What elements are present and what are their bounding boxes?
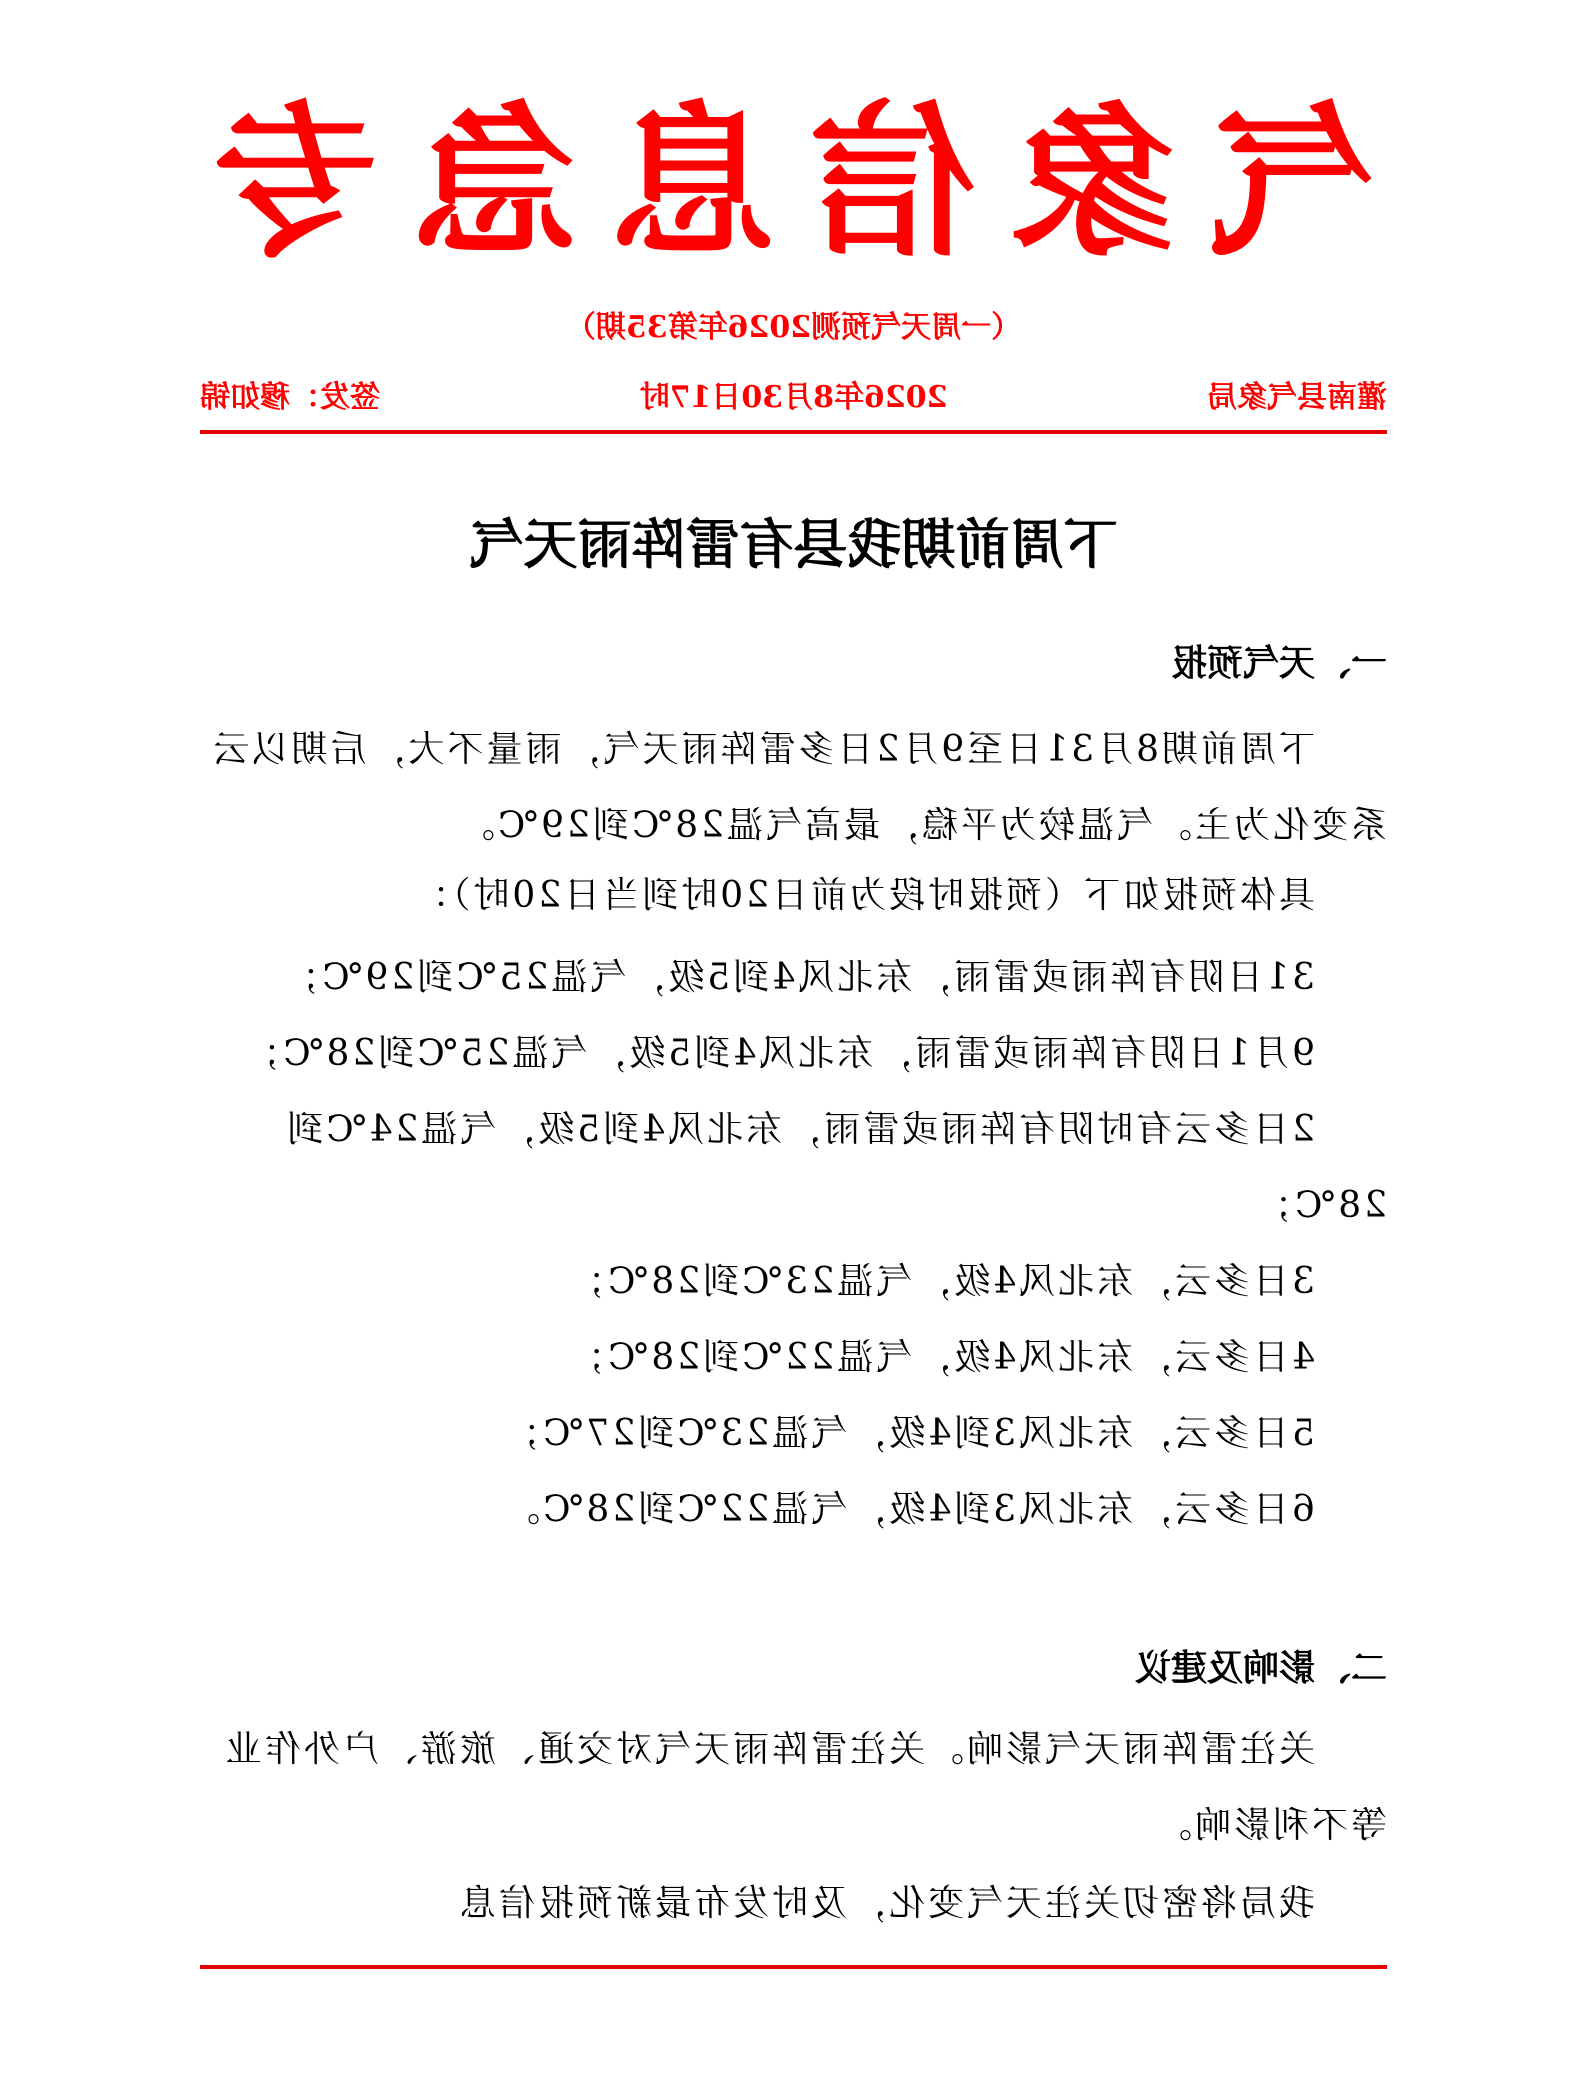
advice-heading: 二、影响及建议	[1134, 1647, 1387, 1689]
masthead-char: 气	[1209, 85, 1375, 279]
top-divider	[200, 430, 1387, 434]
forecast-heading: 一、天气预报	[1170, 642, 1387, 684]
signer: 签发：穆如锦	[200, 380, 380, 415]
forecast-day: 9月1日阴有阵雨或雷雨，东北风4到5级，气温25℃到28℃；	[241, 1033, 1315, 1074]
masthead-char: 象	[1010, 85, 1176, 279]
closing-paragraph: 我局将密切关注天气变化，及时发布最新预报信息	[456, 1883, 1315, 1924]
header-meta	[200, 372, 1387, 415]
masthead-char: 信	[810, 85, 976, 279]
forecast-day: 4日多云，东北风4级，气温22℃到28℃；	[566, 1337, 1315, 1378]
daily-forecast-list	[200, 940, 1387, 1548]
forecast-day: 2日多云有时阴有阵雨或雷雨，东北风4到5级，气温24℃到28℃；	[284, 1109, 1387, 1226]
masthead-char: 专	[212, 85, 378, 279]
page-headline: 下周前期我县有雷阵雨天气	[469, 512, 1118, 576]
forecast-day: 3日多云，东北风4级，气温23℃到28℃；	[566, 1261, 1315, 1302]
detail-intro: 具体预报如下（预报时段为前日20时到当日20时）：	[410, 875, 1315, 916]
forecast-day: 5日多云，东北风3到4级，气温23℃到27℃；	[501, 1413, 1315, 1454]
masthead-title	[200, 85, 1387, 279]
bottom-divider	[200, 1965, 1387, 1969]
issue-number: （一周天气预测2026年第35期）	[565, 310, 1022, 345]
advice-paragraph: 关注雷阵雨天气影响。关注雷阵雨天气对交通、旅游、户外作业等不利影响。	[222, 1729, 1387, 1846]
forecast-day: 31日阴有阵雨或雷雨，东北风4到5级，气温25℃到29℃；	[280, 957, 1315, 998]
forecast-day: 6日多云，东北风3到4级，气温22℃到28℃。	[501, 1489, 1315, 1530]
issue-date: 2026年8月30日17时	[639, 380, 948, 415]
masthead-char: 息	[611, 85, 777, 279]
agency-name: 灌南县气象局	[1207, 380, 1387, 415]
forecast-summary: 下周前期8月31日至9月2日多雷阵雨天气，雨量不大，后期以云系变化为主。气温较为平稳，最高气温28℃到29℃。	[210, 729, 1387, 846]
masthead-char: 急	[411, 85, 577, 279]
